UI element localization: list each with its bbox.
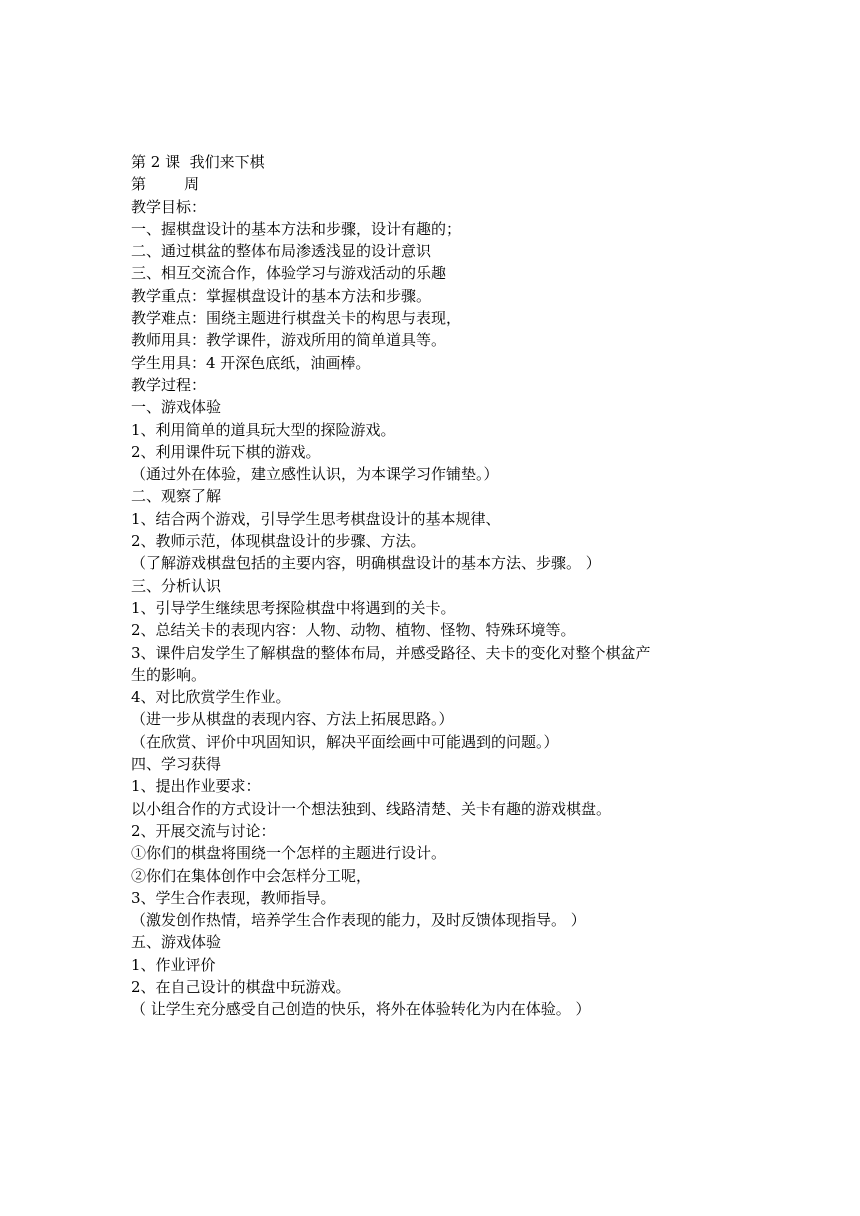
text-line: 一、握棋盘设计的基本方法和步骤，设计有趣的； bbox=[131, 219, 462, 238]
text-line: （了解游戏棋盘包括的主要内容，明确棋盘设计的基本方法、步骤。 ） bbox=[131, 554, 601, 573]
text-line: 教师用具：教学课件，游戏所用的简单道具等。 bbox=[131, 331, 447, 350]
lesson-title: 第 2 课 我们来下棋 bbox=[131, 153, 265, 171]
text-line: ①你们的棋盘将围绕一个怎样的主题进行设计。 bbox=[131, 844, 447, 863]
text-line: 教学目标： bbox=[131, 197, 207, 216]
text-line: 2、总结关卡的表现内容：人物、动物、植物、怪物、特殊环境等。 bbox=[131, 621, 576, 640]
text-line: 一、游戏体验 bbox=[131, 398, 222, 417]
text-line: （激发创作热情，培养学生合作表现的能力，及时反馈体现指导。 ） bbox=[131, 911, 586, 930]
lesson-plan-body bbox=[131, 151, 731, 1021]
text-line: 1、利用简单的道具玩大型的探险游戏。 bbox=[131, 420, 396, 439]
text-line: 四、学习获得 bbox=[131, 755, 222, 774]
week-label: 第 周 bbox=[131, 175, 200, 194]
text-line: 2、在自己设计的棋盘中玩游戏。 bbox=[131, 977, 351, 996]
text-line: 1、作业评价 bbox=[131, 955, 216, 974]
text-line: ②你们在集体创作中会怎样分工呢， bbox=[131, 866, 372, 885]
text-line: 以小组合作的方式设计一个想法独到、线路清楚、关卡有趣的游戏棋盘。 bbox=[131, 799, 612, 818]
text-line: 三、相互交流合作，体验学习与游戏活动的乐趣 bbox=[131, 264, 447, 283]
text-line: 教学重点：掌握棋盘设计的基本方法和步骤。 bbox=[131, 286, 432, 305]
text-line: 三、分析认识 bbox=[131, 576, 222, 595]
lesson-content bbox=[131, 196, 731, 1021]
text-line: 二、通过棋盆的整体布局渗透浅显的设计意识 bbox=[131, 242, 432, 261]
text-line: 3、课件启发学生了解棋盘的整体布局，并感受路径、夫卡的变化对整个棋盆产 bbox=[131, 643, 651, 662]
text-line: 五、游戏体验 bbox=[131, 933, 222, 952]
text-line: 1、结合两个游戏，引导学生思考棋盘设计的基本规律、 bbox=[131, 509, 501, 528]
text-line: 教学过程： bbox=[131, 375, 207, 394]
text-line: 学生用具：4 开深色底纸，油画棒。 bbox=[131, 353, 371, 372]
text-line: （在欣赏、评价中巩固知识，解决平面绘画中可能遇到的问题。） bbox=[131, 732, 559, 751]
text-line: 1、引导学生继续思考探险棋盘中将遇到的关卡。 bbox=[131, 598, 456, 617]
text-line: 二、观察了解 bbox=[131, 487, 222, 506]
text-line: 3、学生合作表现，教师指导。 bbox=[131, 888, 336, 907]
text-line: 2、教师示范，体现棋盘设计的步骤、方法。 bbox=[131, 532, 426, 551]
text-line: 2、开展交流与讨论： bbox=[131, 821, 276, 840]
text-line: 2、利用课件玩下棋的游戏。 bbox=[131, 442, 321, 461]
text-line: 生的影响。 bbox=[131, 665, 207, 684]
text-line: （通过外在体验，建立感性认识，为本课学习作铺垫。） bbox=[131, 465, 499, 484]
text-line: （ 让学生充分感受自己创造的快乐，将外在体验转化为内在体验。 ） bbox=[131, 1000, 591, 1019]
text-line: 教学难点：围绕主题进行棋盘关卡的构思与表现， bbox=[131, 309, 462, 328]
text-line: 1、提出作业要求： bbox=[131, 777, 261, 796]
text-line: 4、对比欣赏学生作业。 bbox=[131, 688, 291, 707]
text-line: （进一步从棋盘的表现内容、方法上拓展思路。） bbox=[131, 710, 454, 729]
